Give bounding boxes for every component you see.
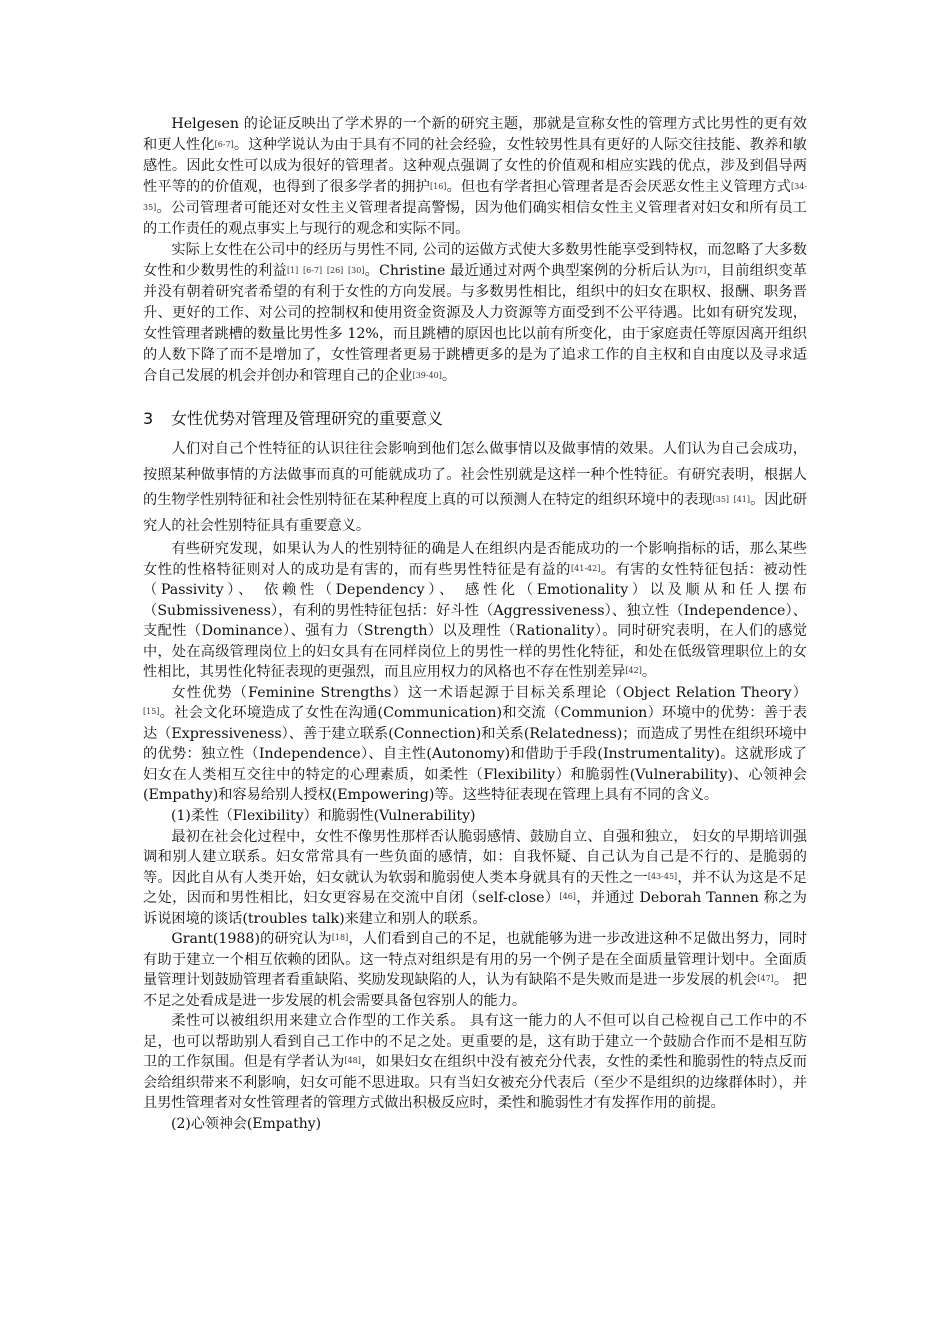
citation-marker: [34-35] xyxy=(143,182,807,212)
paragraph-1: Helgesen 的论证反映出了学术界的一个新的研究主题，那就是宣称女性的管理方式比男性的更有效和更人性化[6-7]。这种学说认为由于具有不同的社会经验，女性较男性具有更好的人际交往技能、教养和敏感性。因此女性可以成为很好的管理者。这种观点强调了女性的价值观和相应实践的优点，涉及到倡导两性平等的的价值观，也得到了很多学者的拥护[16]。但也有学者担心管理者是否会厌恶女性主义管理方式[34-35]。公司管理者可能还对女性主义管理者提高警惕，因为他们确实相信女性主义管理者对妇女和所有员工的工作责任的观点事实上与现行的观念和实际不同。 xyxy=(143,116,807,237)
citation-marker: [1] xyxy=(286,266,299,275)
section-heading xyxy=(143,407,807,431)
document-page xyxy=(143,114,807,1135)
citation-marker: [42] xyxy=(625,666,642,675)
citation-marker: [47] xyxy=(757,974,774,983)
citation-marker: [41-42] xyxy=(571,563,601,573)
citation-marker: [26] xyxy=(326,266,344,275)
citation-marker: [39-40] xyxy=(412,371,442,380)
paragraph-3: 人们对自己个性特征的认识往往会影响到他们怎么做事情以及做事情的效果。人们认为自己会成功，按照某种做事情的方法做事而真的可能就成功了。社会性别就是这样一种个性特征。有研究表明，根据人的生物学性别特征和社会性别特征在某种程度上真的可以预测人在特定的组织环境中的表现[35] [41]。因此研究人的社会性别特征具有重要意义。 xyxy=(143,441,807,534)
paragraph-6: 最初在社会化过程中，女性不像男性那样否认脆弱感情、鼓励自立、自强和独立， 妇女的早期培训强调和别人建立联系。妇女常常具有一些负面的感情，如：自我怀疑、自己认为自己是不行的、是脆弱的等。因此自从有人类开始，妇女就认为软弱和脆弱使人类本身就具有的天性之一[43-45]，并不认为这是不足之处，因而和男性相比，妇女更容易在交流中自闭（self-close）[46]，并通过 Deborah Tannen 称之为诉说困境的谈话(troubles talk)来建立和别人的联系。 xyxy=(143,828,807,927)
citation-marker: [35] xyxy=(712,495,730,504)
paragraph-8: 柔性可以被组织用来建立合作型的工作关系。 具有这一能力的人不但可以自己检视自己工作中的不足，也可以帮助别人看到自己工作中的不足之处。更重要的是，这有助于建立一个鼓励合作而不是相互防卫的工作氛围。但是有学者认为[48]，如果妇女在组织中没有被充分代表，女性的柔性和脆弱性的特点反而会给组织带来不利影响，妇女可能不思进取。只有当妇女被充分代表后（至少不是组织的边缘群体时），并且男性管理者对女性管理者的管理方式做出积极反应时，柔性和脆弱性才有发挥作用的前提。 xyxy=(143,1013,807,1111)
citation-marker: [6-7] xyxy=(214,140,234,149)
section-number: 3 xyxy=(143,409,154,428)
subheading-flexibility: (1)柔性（Flexibility）和脆弱性(Vulnerability) xyxy=(171,807,476,824)
paragraph-7: Grant(1988)的研究认为[18]，人们看到自己的不足，也就能够为进一步改进这种不足做出努力，同时有助于建立一个相互依赖的团队。这一特点对组织是有用的另一个例子是在全面质量管理计划中。全面质量管理计划鼓励管理者看重缺陷、奖励发现缺陷的人，认为有缺陷不是失败而是进一步发展的机会[47]。 把不足之处看成是进一步发展的机会需要具备包容别人的能力。 xyxy=(143,931,807,1009)
citation-marker: [46] xyxy=(559,892,576,901)
citation-marker: [30] xyxy=(348,266,365,275)
section-title: 女性优势对管理及管理研究的重要意义 xyxy=(171,409,444,428)
paragraph-2: 实际上女性在公司中的经历与男性不同, 公司的运做方式使大多数男性能享受到特权，而忽略了大多数女性和少数男性的利益[1] [6-7] [26] [30]。Christine 最近通过对两个典型案例的分析后认为[7]，目前组织变革并没有朝着研究者希望的有利于女性的方向发展。与多数男性相比，组织中的妇女在职权、报酬、职务晋升、更好的工作、对公司的控制权和使用资金资源及人力资源等方面受到不公平待遇。比如有研究发现，女性管理者跳槽的数量比男性多 12%，而且跳槽的原因也比以前有所变化，由于家庭责任等原因离开组织的人数下降了而不是增加了，女性管理者更易于跳槽更多的是为了追求工作的自主权和自由度以及寻求适合自己发展的机会并创办和管理自己的企业[39-40]。 xyxy=(143,242,807,384)
paragraph-5: 女性优势（Feminine Strengths）这一术语起源于目标关系理论（Object Relation Theory）[15]。社会文化环境造成了女性在沟通(Communication)和交流（Communion）环境中的优势：善于表达（Expressiveness）、善于建立联系(Connection)和关系(Relatedness)；而造成了男性在组织环境中的优势：独立性（Independence）、自主性(Autonomy)和借助于手段(Instrumentality)。这就形成了妇女在人类相互交往中的特定的心理素质，如柔性（Flexibility）和脆弱性(Vulnerability)、心领神会(Empathy)和容易给别人授权(Empowering)等。这些特征表现在管理上具有不同的含义。 xyxy=(143,684,807,803)
subheading-empathy: (2)心领神会(Empathy) xyxy=(171,1115,322,1132)
citation-marker: [18] xyxy=(331,933,349,942)
citation-marker: [48] xyxy=(344,1056,361,1065)
citation-marker: [16] xyxy=(430,182,447,191)
citation-marker: [7] xyxy=(694,266,707,275)
citation-marker: [15] xyxy=(143,707,160,716)
citation-marker: [6-7] xyxy=(303,266,323,275)
citation-marker: [41] xyxy=(733,495,751,504)
citation-marker: [43-45] xyxy=(647,871,678,881)
paragraph-4: 有些研究发现，如果认为人的性别特征的确是人在组织内是否能成功的一个影响指标的话，那么某些女性的性格特征则对人的成功是有害的，而有些男性特征是有益的[41-42]。有害的女性特征包括：被动性（Passivity）、 依赖性（Dependency）、 感性化（Emotionality）以及顺从和任人摆布（Submissiveness），有利的男性特征包括：好斗性（Aggressiveness）、独立性（Independence）、 支配性（Dominance）、强有力（Strength）以及理性（Rationality）。同时研究表明，在人们的感觉中，处在高级管理岗位上的妇女具有在同样岗位上的男性一样的男性化特征，和处在低级管理职位上的女性相比，其男性化特征表现的更强烈，而且应用权力的风格也不存在性别差异[42]。 xyxy=(143,541,807,680)
